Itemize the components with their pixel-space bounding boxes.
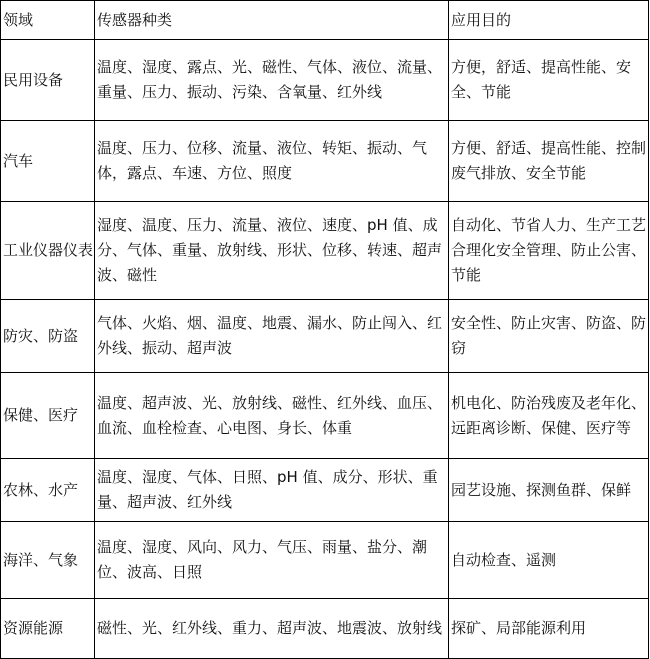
header-field: 领域: [1, 1, 95, 40]
cell-purpose: 自动化、节省人力、生产工艺合理化安全管理、防止公害、节能: [449, 202, 649, 300]
cell-purpose: 方便，舒适、提高性能、安全、节能: [449, 40, 649, 121]
table-header-row: [1, 1, 649, 40]
cell-field: 防灾、防盗: [1, 300, 95, 373]
cell-sensors: 温度、超声波、光、放射线、磁性、红外线、血压、血流、血栓检查、心电图、身长、体重: [95, 373, 449, 459]
cell-field: 工业仪器仪表: [1, 202, 95, 300]
cell-sensors: 磁性、光、红外线、重力、超声波、地震波、放射线: [95, 599, 449, 659]
cell-sensors: 温度、湿度、风向、风力、气压、雨量、盐分、潮位、波高、日照: [95, 522, 449, 599]
table-row: [1, 373, 649, 459]
cell-purpose: 探矿、局部能源利用: [449, 599, 649, 659]
cell-sensors: 温度、湿度、露点、光、磁性、气体、液位、流量、重量、压力、振动、污染、含氧量、红外线: [95, 40, 449, 121]
table-row: [1, 522, 649, 599]
cell-purpose: 机电化、防治残废及老年化、远距离诊断、保健、医疗等: [449, 373, 649, 459]
cell-purpose: 安全性、防止灾害、防盗、防窃: [449, 300, 649, 373]
cell-sensors: 湿度、温度、压力、流量、液位、速度、pH 值、成分、气体、重量、放射线、形状、位移、转速、超声波、磁性: [95, 202, 449, 300]
cell-sensors: 气体、火焰、烟、温度、地震、漏水、防止闯入、红外线、振动、超声波: [95, 300, 449, 373]
table-row: [1, 202, 649, 300]
header-purpose: 应用目的: [449, 1, 649, 40]
cell-field: 海洋、气象: [1, 522, 95, 599]
cell-purpose: 园艺设施、探测鱼群、保鲜: [449, 459, 649, 522]
cell-field: 民用设备: [1, 40, 95, 121]
cell-purpose: 自动检查、遥测: [449, 522, 649, 599]
header-sensor-types: 传感器种类: [95, 1, 449, 40]
cell-field: 汽车: [1, 121, 95, 202]
cell-field: 保健、医疗: [1, 373, 95, 459]
table-row: [1, 40, 649, 121]
table-row: [1, 300, 649, 373]
cell-sensors: 温度、湿度、气体、日照、pH 值、成分、形状、重量、超声波、红外线: [95, 459, 449, 522]
table-row: [1, 599, 649, 659]
cell-field: 农林、水产: [1, 459, 95, 522]
cell-purpose: 方便、舒适、提高性能、控制废气排放、安全节能: [449, 121, 649, 202]
cell-sensors: 温度、压力、位移、流量、液位、转矩、振动、气体，露点、车速、方位、照度: [95, 121, 449, 202]
cell-field: 资源能源: [1, 599, 95, 659]
table-row: [1, 459, 649, 522]
table-row: [1, 121, 649, 202]
